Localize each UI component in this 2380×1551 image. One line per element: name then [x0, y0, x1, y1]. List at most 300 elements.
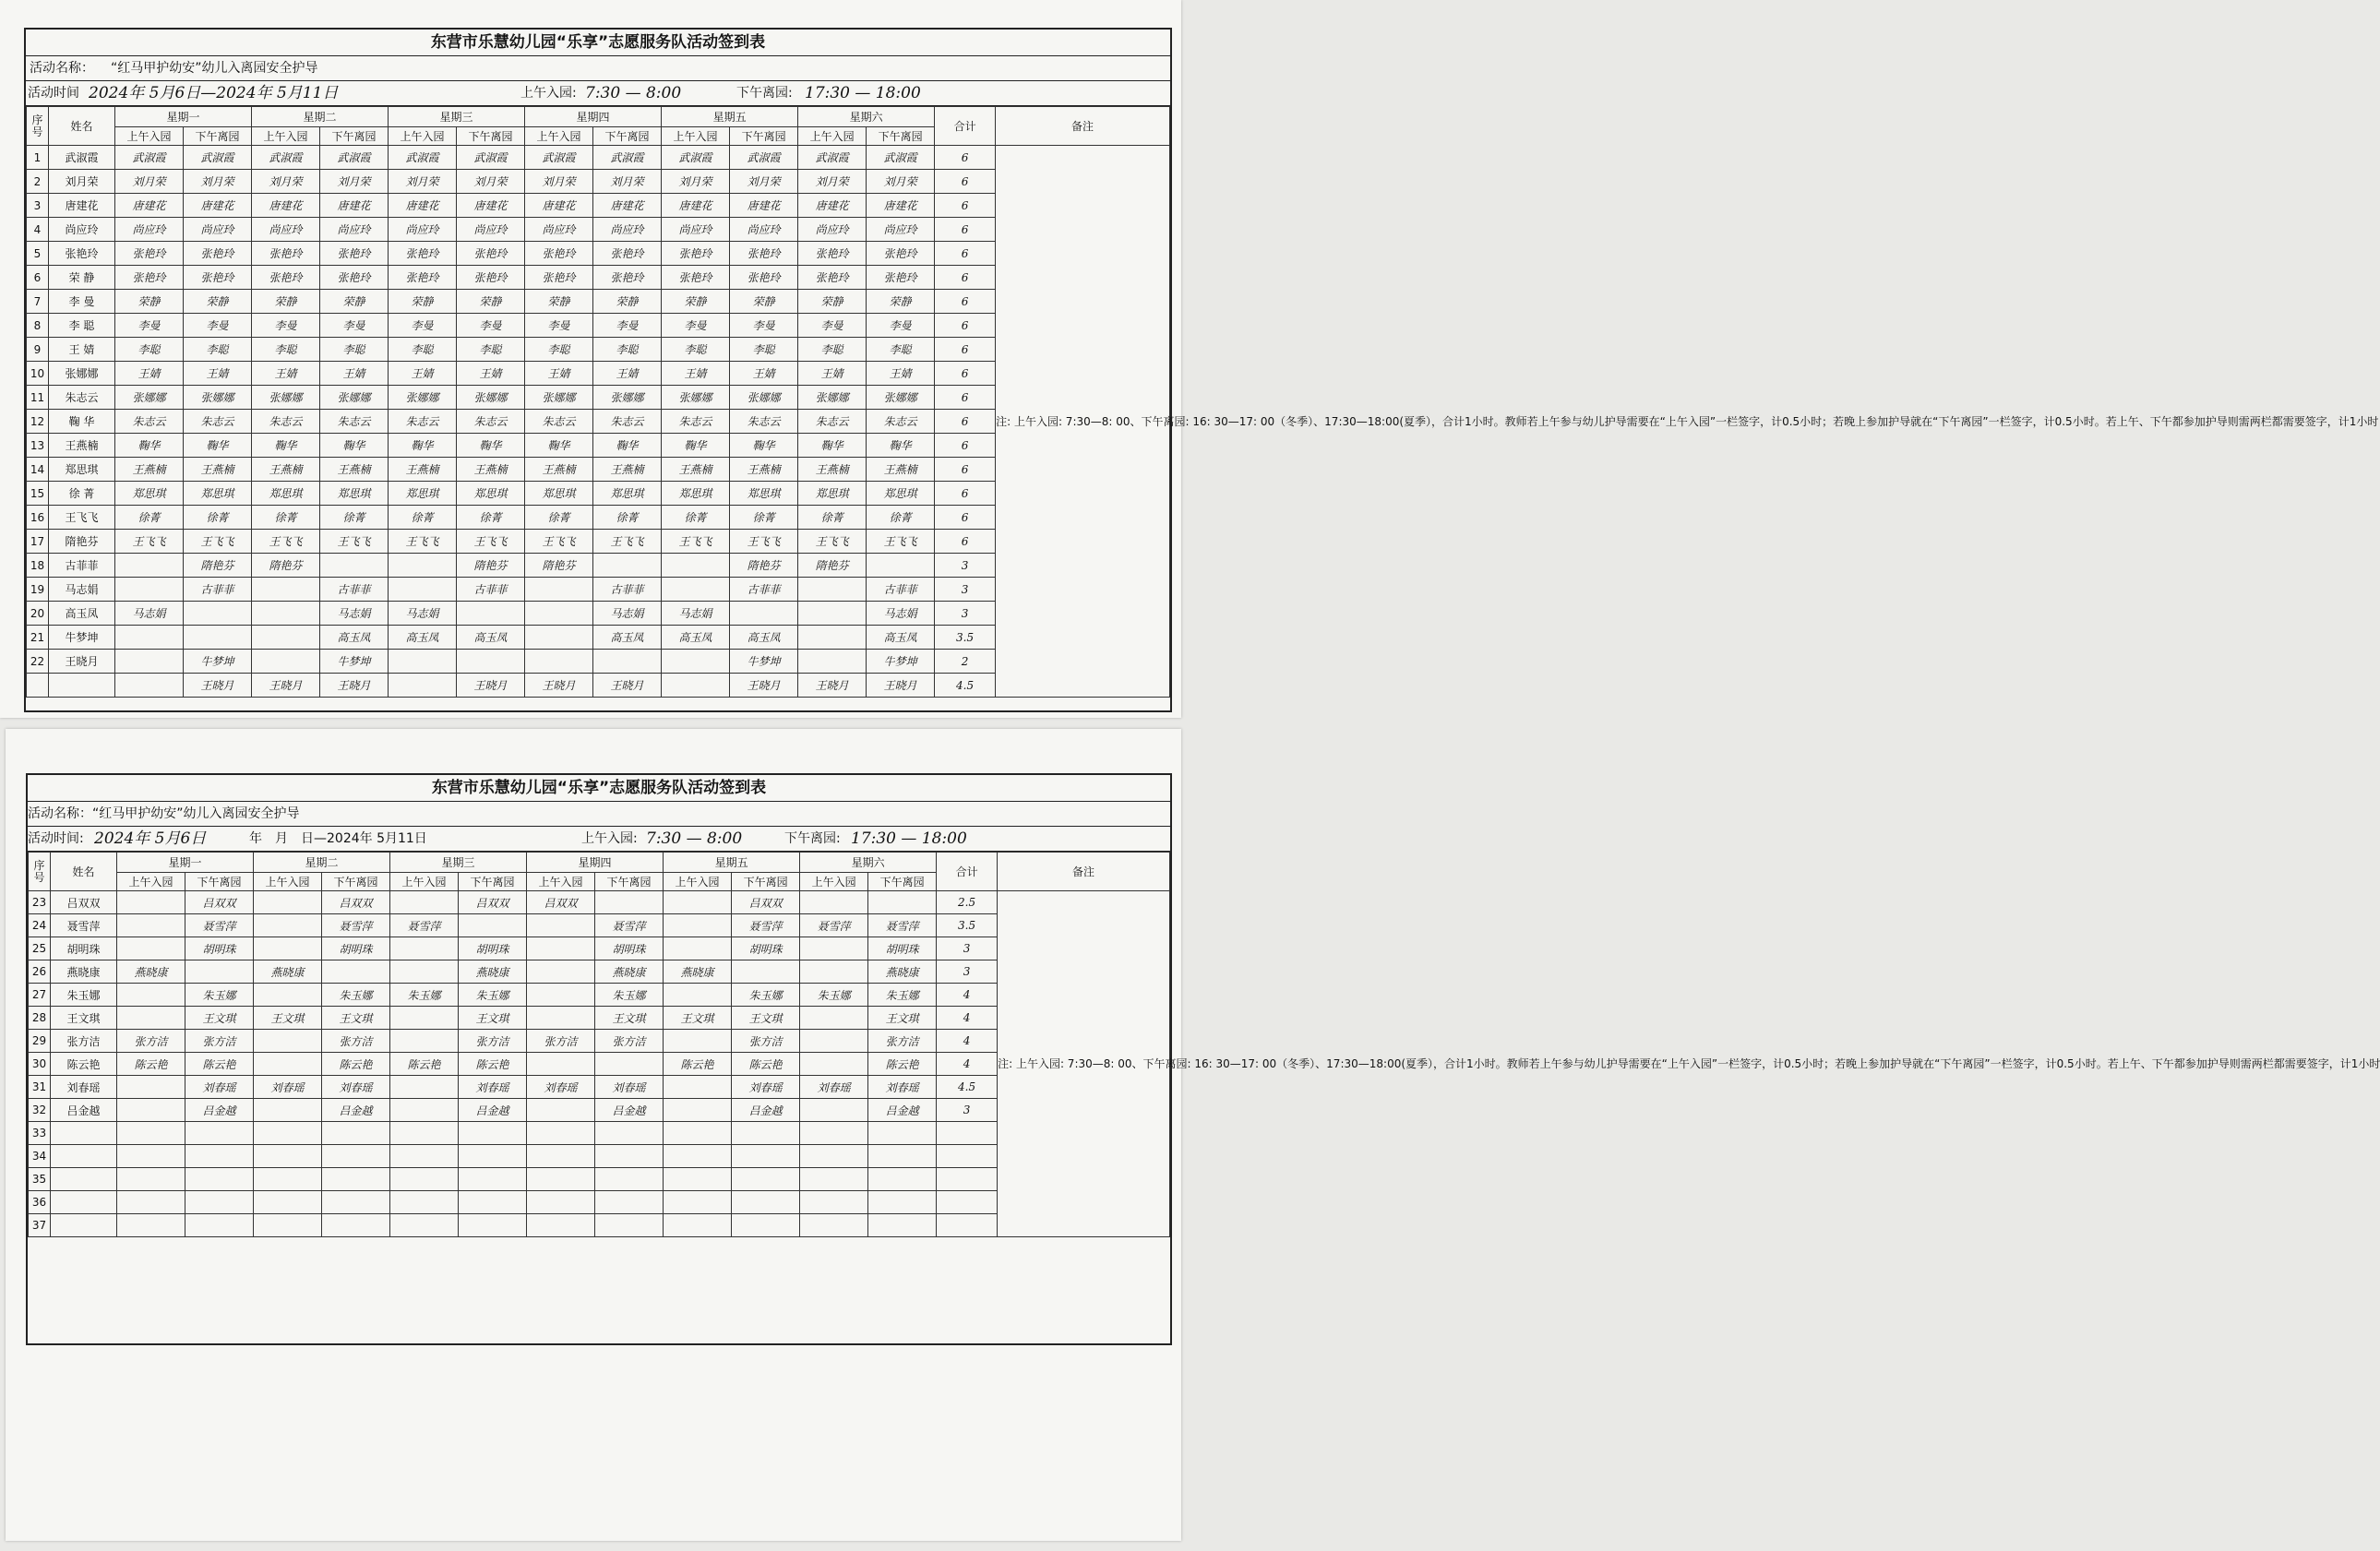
signature-cell: 刘春瑶	[185, 1076, 254, 1099]
signature-cell: 隋艳芬	[798, 554, 867, 578]
row-name: 王飞飞	[49, 506, 115, 530]
row-total	[937, 1145, 998, 1168]
signature-cell: 徐菁	[730, 506, 798, 530]
row-name: 王晓月	[49, 650, 115, 674]
row-total	[937, 1168, 998, 1191]
signature-cell: 鞠华	[320, 434, 389, 458]
signature-cell: 吕双双	[527, 891, 595, 914]
signature-cell: 唐建花	[252, 194, 320, 218]
signature-cell: 张娜娜	[867, 386, 935, 410]
signature-cell: 李曼	[730, 314, 798, 338]
signature-cell: 张方洁	[322, 1030, 390, 1053]
signature-cell	[185, 1214, 254, 1237]
signature-cell	[732, 1168, 800, 1191]
signature-cell: 朱志云	[730, 410, 798, 434]
signature-cell: 朱志云	[184, 410, 252, 434]
row-seq: 1	[27, 146, 49, 170]
row-total: 3	[935, 602, 996, 626]
signature-cell	[185, 960, 254, 984]
signature-cell: 张艳玲	[389, 242, 457, 266]
row-name: 鞠 华	[49, 410, 115, 434]
remark-header: 备注	[998, 853, 1170, 891]
signature-cell: 张艳玲	[593, 242, 662, 266]
signature-cell: 胡明珠	[595, 937, 664, 960]
row-seq: 18	[27, 554, 49, 578]
signature-cell: 王婧	[320, 362, 389, 386]
row-total: 2.5	[937, 891, 998, 914]
am-time-label: 上午入园:	[581, 831, 638, 846]
signature-cell	[664, 1122, 732, 1145]
remark-note: 注: 上午入园: 7:30—8: 00、下午离园: 16: 30—17: 00（冬季）、17:30—18:00(夏季），合计1小时。教师若上午参与幼儿护导需要在“上午入园”一栏签字，计0.5小时；若晚上参加护导就在“下午离园”一栏签字，计0.5小时。若上午、下午都参加护导则需两栏都需要签字，计1小时	[996, 146, 1170, 698]
signature-cell: 张方洁	[117, 1030, 185, 1053]
signature-cell	[732, 960, 800, 984]
signature-cell: 徐菁	[798, 506, 867, 530]
signature-cell: 刘月荣	[115, 170, 184, 194]
signature-cell: 郑思琪	[320, 482, 389, 506]
signature-cell	[732, 1191, 800, 1214]
row-name	[51, 1214, 117, 1237]
signature-cell: 刘春瑶	[732, 1076, 800, 1099]
signature-cell: 刘月荣	[730, 170, 798, 194]
signature-cell	[254, 1145, 322, 1168]
signature-cell: 张艳玲	[184, 242, 252, 266]
signature-cell	[664, 1076, 732, 1099]
signature-cell: 荣静	[525, 290, 593, 314]
signature-cell: 张艳玲	[389, 266, 457, 290]
signature-cell: 武淑霞	[867, 146, 935, 170]
row-total: 6	[935, 218, 996, 242]
signature-cell	[459, 1168, 527, 1191]
signature-cell	[252, 578, 320, 602]
signature-cell: 高玉凤	[389, 626, 457, 650]
table-row	[27, 146, 1170, 170]
signature-cell: 张娜娜	[184, 386, 252, 410]
pm-subheader: 下午离园	[459, 873, 527, 891]
signature-cell: 李曼	[320, 314, 389, 338]
signature-cell: 李聪	[252, 338, 320, 362]
signature-cell: 武淑霞	[457, 146, 525, 170]
signature-cell: 尚应玲	[525, 218, 593, 242]
signature-cell: 高玉凤	[320, 626, 389, 650]
signature-cell: 王晓月	[525, 674, 593, 698]
signature-cell	[390, 1076, 459, 1099]
signature-cell	[800, 1007, 868, 1030]
row-name: 朱玉娜	[51, 984, 117, 1007]
signature-cell	[115, 650, 184, 674]
signature-cell	[322, 1168, 390, 1191]
signature-cell: 李曼	[798, 314, 867, 338]
signature-cell: 尚应玲	[184, 218, 252, 242]
signature-cell	[800, 1145, 868, 1168]
signature-cell: 马志娟	[867, 602, 935, 626]
signature-cell	[798, 650, 867, 674]
signature-cell: 古菲菲	[730, 578, 798, 602]
signature-cell: 郑思琪	[389, 482, 457, 506]
signature-cell: 陈云艳	[117, 1053, 185, 1076]
signature-cell	[732, 1122, 800, 1145]
day-header: 星期六	[800, 853, 937, 873]
signature-cell	[867, 554, 935, 578]
signature-cell	[664, 1030, 732, 1053]
signature-cell: 隋艳芬	[252, 554, 320, 578]
signature-cell	[459, 1122, 527, 1145]
row-seq: 17	[27, 530, 49, 554]
row-total: 4.5	[935, 674, 996, 698]
signature-cell	[115, 626, 184, 650]
signature-cell: 胡明珠	[868, 937, 937, 960]
pm-subheader: 下午离园	[322, 873, 390, 891]
signature-cell	[527, 937, 595, 960]
signature-cell: 高玉凤	[730, 626, 798, 650]
sheet-title: 东营市乐慧幼儿园“乐享”志愿服务队活动签到表	[28, 775, 1170, 802]
pm-subheader: 下午离园	[730, 127, 798, 146]
pm-subheader: 下午离园	[868, 873, 937, 891]
row-name: 王燕楠	[49, 434, 115, 458]
signature-cell: 鞠华	[184, 434, 252, 458]
row-total: 2	[935, 650, 996, 674]
signature-cell: 张艳玲	[593, 266, 662, 290]
activity-name-line	[28, 802, 1170, 827]
row-seq: 2	[27, 170, 49, 194]
signature-cell: 徐菁	[593, 506, 662, 530]
signature-cell	[254, 937, 322, 960]
signature-cell: 刘月荣	[184, 170, 252, 194]
am-subheader: 上午入园	[117, 873, 185, 891]
row-name	[51, 1145, 117, 1168]
signature-cell	[184, 602, 252, 626]
signature-cell: 尚应玲	[389, 218, 457, 242]
signature-cell	[664, 984, 732, 1007]
signature-cell	[800, 1122, 868, 1145]
day-header: 星期六	[798, 107, 935, 127]
signature-cell	[459, 1191, 527, 1214]
am-subheader: 上午入园	[390, 873, 459, 891]
row-name: 荣 静	[49, 266, 115, 290]
activity-time-tail: 年 月 日—2024年 5月11日	[249, 831, 427, 846]
signature-cell	[254, 891, 322, 914]
signature-cell: 张艳玲	[115, 242, 184, 266]
signature-cell: 李聪	[662, 338, 730, 362]
signature-cell: 聂雪萍	[322, 914, 390, 937]
signature-cell: 张方洁	[595, 1030, 664, 1053]
signature-cell: 朱志云	[320, 410, 389, 434]
am-subheader: 上午入园	[800, 873, 868, 891]
signature-cell	[322, 1122, 390, 1145]
row-total: 3	[937, 960, 998, 984]
signature-cell: 马志娟	[662, 602, 730, 626]
signature-cell: 高玉凤	[662, 626, 730, 650]
row-name: 高玉凤	[49, 602, 115, 626]
signature-cell: 尚应玲	[320, 218, 389, 242]
signature-cell: 古菲菲	[320, 578, 389, 602]
signature-cell	[389, 554, 457, 578]
signature-cell	[664, 891, 732, 914]
signature-cell: 张娜娜	[457, 386, 525, 410]
signature-cell	[527, 1099, 595, 1122]
row-name: 吕金越	[51, 1099, 117, 1122]
signature-cell: 高玉凤	[593, 626, 662, 650]
signature-cell: 王燕楠	[867, 458, 935, 482]
signature-cell: 唐建花	[389, 194, 457, 218]
remark-note: 注: 上午入园: 7:30—8: 00、下午离园: 16: 30—17: 00（冬季）、17:30—18:00(夏季），合计1小时。教师若上午参与幼儿护导需要在“上午入园”一栏签字，计0.5小时；若晚上参加护导就在“下午离园”一栏签字，计0.5小时。若上午、下午都参加护导则需两栏都需要签字，计1小时	[998, 891, 1170, 1237]
row-name: 马志娟	[49, 578, 115, 602]
signature-cell	[115, 578, 184, 602]
signature-cell	[800, 1214, 868, 1237]
signature-cell: 王飞飞	[389, 530, 457, 554]
signature-cell: 隋艳芬	[184, 554, 252, 578]
activity-name-line	[26, 56, 1170, 81]
signature-cell	[527, 960, 595, 984]
signature-cell: 张方洁	[185, 1030, 254, 1053]
signature-cell: 朱玉娜	[595, 984, 664, 1007]
signature-cell	[117, 891, 185, 914]
signature-cell: 王婧	[867, 362, 935, 386]
row-name: 王 婧	[49, 338, 115, 362]
signature-cell	[117, 1145, 185, 1168]
signature-cell: 李曼	[252, 314, 320, 338]
pm-time-value: 17:30 — 18:00	[805, 84, 921, 102]
pm-time-value: 17:30 — 18:00	[851, 829, 967, 848]
signature-cell: 张娜娜	[525, 386, 593, 410]
signature-cell	[868, 1168, 937, 1191]
row-name: 牛梦坤	[49, 626, 115, 650]
row-total: 6	[935, 410, 996, 434]
signature-cell	[185, 1168, 254, 1191]
signature-cell: 鞠华	[389, 434, 457, 458]
signature-cell: 武淑霞	[730, 146, 798, 170]
row-total: 6	[935, 434, 996, 458]
signature-cell	[459, 1214, 527, 1237]
signature-cell: 王飞飞	[457, 530, 525, 554]
signature-cell: 郑思琪	[115, 482, 184, 506]
signature-cell	[800, 891, 868, 914]
signature-cell: 徐菁	[457, 506, 525, 530]
signature-cell: 郑思琪	[593, 482, 662, 506]
signature-cell: 张娜娜	[389, 386, 457, 410]
seq-header: 序号	[29, 853, 51, 891]
row-seq: 9	[27, 338, 49, 362]
signature-cell	[868, 1122, 937, 1145]
signature-cell: 张娜娜	[798, 386, 867, 410]
row-name: 郑思琪	[49, 458, 115, 482]
signature-cell: 张方洁	[732, 1030, 800, 1053]
signature-cell	[390, 1191, 459, 1214]
signature-cell: 张艳玲	[115, 266, 184, 290]
signature-cell	[117, 1076, 185, 1099]
signature-cell: 荣静	[730, 290, 798, 314]
signature-cell: 聂雪萍	[732, 914, 800, 937]
row-name: 张艳玲	[49, 242, 115, 266]
activity-name: “红马甲护幼安”幼儿入离园安全护导	[111, 61, 318, 76]
signature-cell	[117, 937, 185, 960]
row-name: 隋艳芬	[49, 530, 115, 554]
signature-cell: 刘春瑶	[868, 1076, 937, 1099]
signature-cell: 王燕楠	[115, 458, 184, 482]
signature-cell: 燕晓康	[595, 960, 664, 984]
signin-sheet-page-1	[0, 0, 2379, 718]
signature-cell	[527, 1053, 595, 1076]
row-seq: 12	[27, 410, 49, 434]
signature-cell: 张方洁	[459, 1030, 527, 1053]
row-name: 李 曼	[49, 290, 115, 314]
sheet-title: 东营市乐慧幼儿园“乐享”志愿服务队活动签到表	[26, 30, 1170, 56]
signature-cell: 李曼	[115, 314, 184, 338]
signature-cell	[800, 1168, 868, 1191]
signature-cell: 张艳玲	[320, 242, 389, 266]
signature-cell: 徐菁	[525, 506, 593, 530]
table-row	[29, 891, 1170, 914]
signature-cell: 朱玉娜	[868, 984, 937, 1007]
signature-cell: 牛梦坤	[184, 650, 252, 674]
row-total: 6	[935, 362, 996, 386]
signature-cell: 鞠华	[867, 434, 935, 458]
signature-cell: 徐菁	[389, 506, 457, 530]
am-subheader: 上午入园	[115, 127, 184, 146]
signature-cell: 荣静	[252, 290, 320, 314]
signature-cell: 王文琪	[595, 1007, 664, 1030]
signature-cell	[664, 1214, 732, 1237]
row-total: 6	[935, 506, 996, 530]
signature-cell	[390, 1214, 459, 1237]
signature-cell: 王燕楠	[252, 458, 320, 482]
signature-cell: 张方洁	[527, 1030, 595, 1053]
signature-cell: 聂雪萍	[868, 914, 937, 937]
signature-cell: 古菲菲	[457, 578, 525, 602]
signature-cell: 王文琪	[254, 1007, 322, 1030]
signature-cell: 张艳玲	[662, 266, 730, 290]
signature-cell: 吕金越	[459, 1099, 527, 1122]
signature-cell	[185, 1145, 254, 1168]
signature-cell: 王燕楠	[389, 458, 457, 482]
pm-time-label: 下午离园:	[736, 86, 793, 101]
signature-cell: 张艳玲	[730, 266, 798, 290]
signature-cell	[322, 1214, 390, 1237]
signature-cell	[664, 1191, 732, 1214]
signature-cell	[115, 674, 184, 698]
signature-cell: 张艳玲	[525, 266, 593, 290]
name-header: 姓名	[51, 853, 117, 891]
activity-time-label: 活动时间	[28, 86, 79, 101]
signature-cell: 马志娟	[389, 602, 457, 626]
signature-cell: 郑思琪	[867, 482, 935, 506]
row-seq: 14	[27, 458, 49, 482]
signature-cell	[459, 1145, 527, 1168]
signature-cell	[662, 674, 730, 698]
row-name: 燕晓康	[51, 960, 117, 984]
signature-cell: 武淑霞	[593, 146, 662, 170]
pm-time-label: 下午离园:	[784, 831, 841, 846]
signature-cell	[595, 891, 664, 914]
signature-cell	[117, 1122, 185, 1145]
row-seq: 10	[27, 362, 49, 386]
row-name: 张方洁	[51, 1030, 117, 1053]
signature-cell	[457, 602, 525, 626]
signature-cell	[800, 1099, 868, 1122]
signature-cell: 马志娟	[320, 602, 389, 626]
signature-cell: 朱志云	[389, 410, 457, 434]
signature-cell	[117, 1191, 185, 1214]
signature-cell: 郑思琪	[252, 482, 320, 506]
row-seq: 3	[27, 194, 49, 218]
signature-cell: 刘月荣	[525, 170, 593, 194]
signature-cell	[117, 1168, 185, 1191]
signature-cell	[527, 1168, 595, 1191]
row-total: 6	[935, 290, 996, 314]
seq-header: 序号	[27, 107, 49, 146]
signature-cell: 朱玉娜	[322, 984, 390, 1007]
signature-cell: 朱玉娜	[185, 984, 254, 1007]
row-total: 4	[937, 1053, 998, 1076]
day-header: 星期五	[662, 107, 798, 127]
row-seq: 33	[29, 1122, 51, 1145]
signature-cell: 王婧	[730, 362, 798, 386]
signature-cell	[800, 1053, 868, 1076]
signature-cell: 朱志云	[115, 410, 184, 434]
signin-table	[26, 106, 2379, 698]
row-total: 3	[935, 554, 996, 578]
signature-cell: 张娜娜	[115, 386, 184, 410]
signature-cell: 尚应玲	[730, 218, 798, 242]
signature-cell: 张艳玲	[252, 242, 320, 266]
row-name	[51, 1191, 117, 1214]
signature-cell	[254, 914, 322, 937]
am-subheader: 上午入园	[525, 127, 593, 146]
day-header: 星期三	[389, 107, 525, 127]
signature-cell: 徐菁	[320, 506, 389, 530]
row-seq: 25	[29, 937, 51, 960]
signature-cell: 尚应玲	[252, 218, 320, 242]
am-time-value: 7:30 — 8:00	[585, 84, 682, 102]
signature-cell: 荣静	[320, 290, 389, 314]
signature-cell: 武淑霞	[252, 146, 320, 170]
signature-cell	[800, 1030, 868, 1053]
activity-name-label: 活动名称：	[28, 806, 92, 821]
signature-cell: 唐建花	[867, 194, 935, 218]
signature-cell: 王婧	[389, 362, 457, 386]
signature-cell: 王文琪	[459, 1007, 527, 1030]
row-seq: 11	[27, 386, 49, 410]
signature-cell: 郑思琪	[730, 482, 798, 506]
signature-cell: 张娜娜	[662, 386, 730, 410]
signature-cell: 郑思琪	[184, 482, 252, 506]
signature-cell: 张艳玲	[525, 242, 593, 266]
row-seq: 8	[27, 314, 49, 338]
row-total: 6	[935, 146, 996, 170]
signature-cell	[254, 1099, 322, 1122]
day-header: 星期五	[664, 853, 800, 873]
signature-cell	[732, 1145, 800, 1168]
pm-subheader: 下午离园	[593, 127, 662, 146]
signature-cell: 陈云艳	[868, 1053, 937, 1076]
signature-cell: 唐建花	[457, 194, 525, 218]
signature-cell	[593, 650, 662, 674]
signature-cell	[254, 1214, 322, 1237]
signature-cell: 马志娟	[593, 602, 662, 626]
signature-cell	[322, 1145, 390, 1168]
signature-cell: 荣静	[457, 290, 525, 314]
signature-cell: 燕晓康	[254, 960, 322, 984]
row-total: 6	[935, 458, 996, 482]
row-seq: 30	[29, 1053, 51, 1076]
signature-cell: 李曼	[867, 314, 935, 338]
row-total: 6	[935, 170, 996, 194]
signature-cell: 徐菁	[252, 506, 320, 530]
signature-cell: 王文琪	[322, 1007, 390, 1030]
signature-cell: 张艳玲	[798, 266, 867, 290]
signature-cell: 尚应玲	[867, 218, 935, 242]
signature-cell	[117, 914, 185, 937]
row-seq: 23	[29, 891, 51, 914]
